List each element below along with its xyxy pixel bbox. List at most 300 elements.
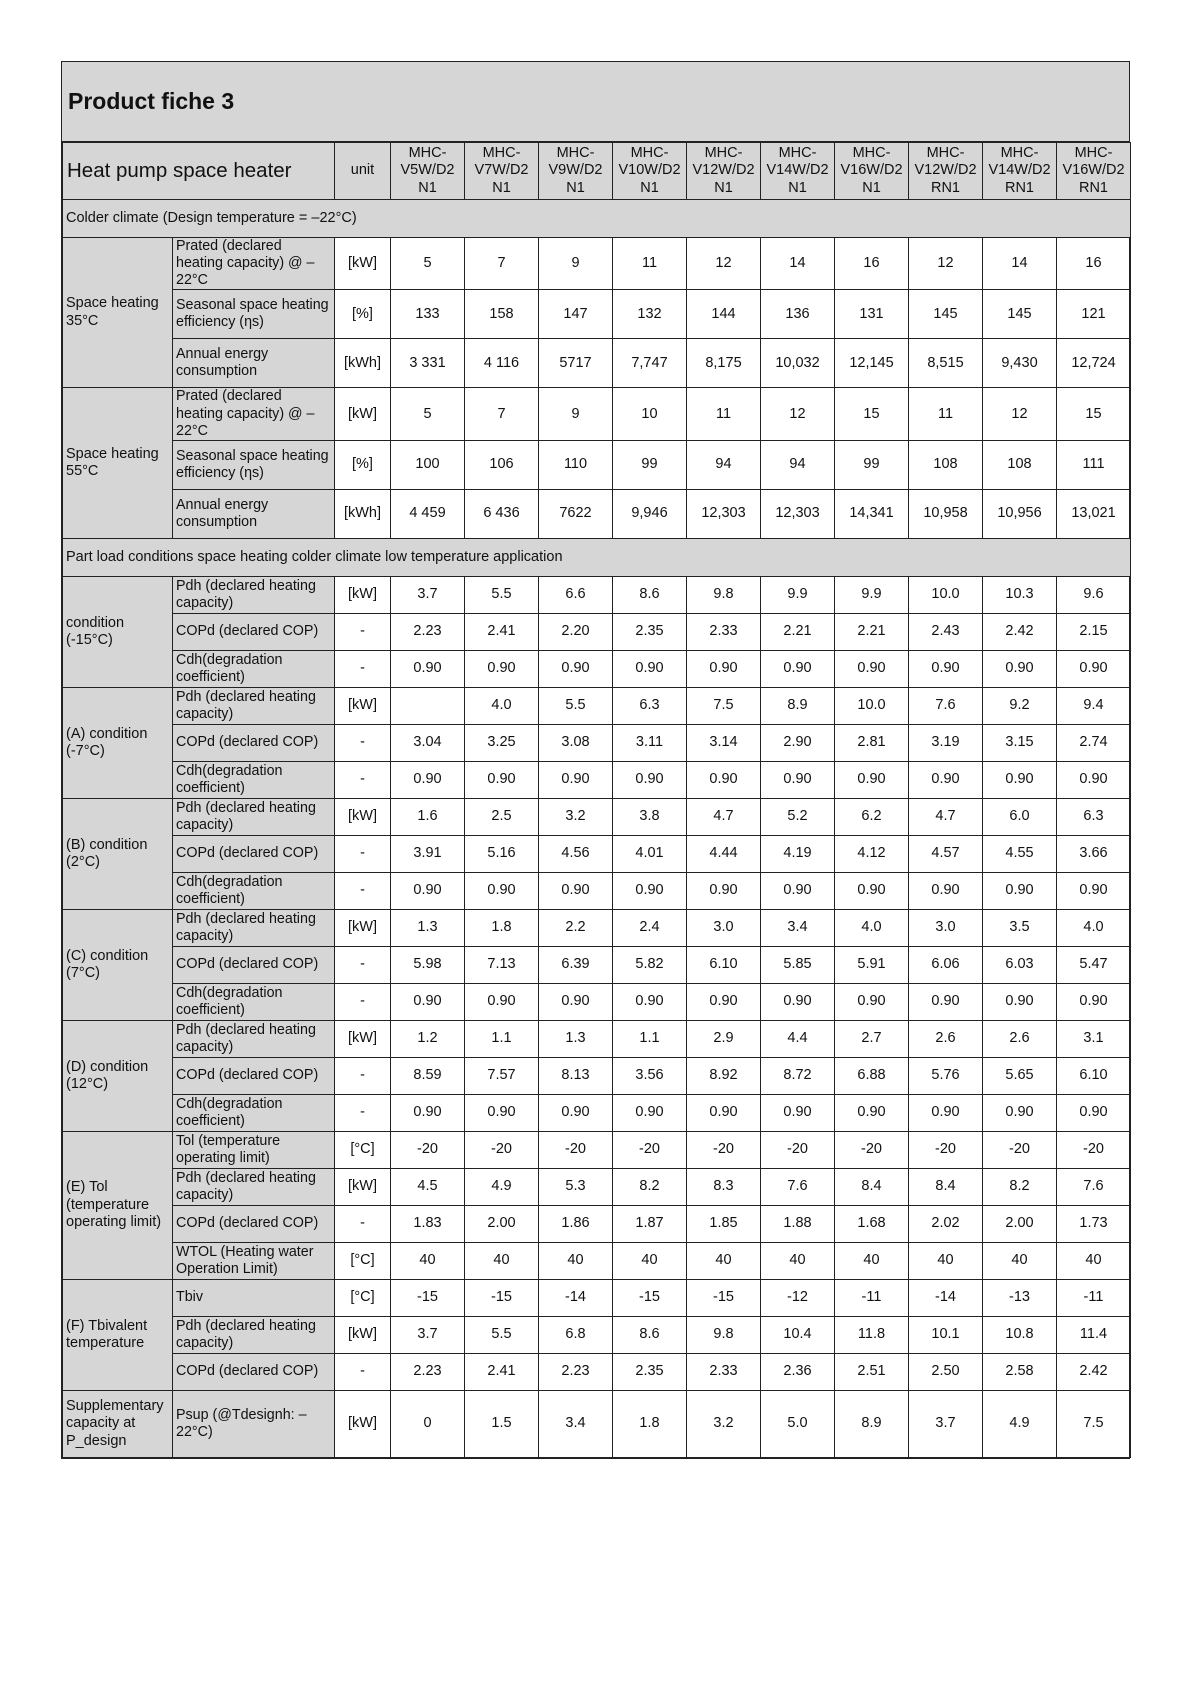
value-cell: 3.0 xyxy=(909,909,983,946)
value-cell: 6 436 xyxy=(465,489,539,538)
table-row xyxy=(63,798,1131,835)
value-cell: 7622 xyxy=(539,489,613,538)
parameter-label: Annual energy consumption xyxy=(173,339,335,388)
value-cell: 1.1 xyxy=(613,1020,687,1057)
table-row xyxy=(63,761,1131,798)
value-cell: 106 xyxy=(465,440,539,489)
unit-cell: - xyxy=(335,872,391,909)
value-cell: 0.90 xyxy=(909,1094,983,1131)
table-row xyxy=(63,946,1131,983)
unit-cell: [kW] xyxy=(335,576,391,613)
value-cell: 12,145 xyxy=(835,339,909,388)
value-cell: 6.0 xyxy=(983,798,1057,835)
value-cell: 9 xyxy=(539,388,613,440)
value-cell: 0.90 xyxy=(687,983,761,1020)
value-cell: 0.90 xyxy=(761,650,835,687)
table-row xyxy=(63,339,1131,388)
fiche-table-body xyxy=(63,143,1131,1458)
model-name-line: V16W/D2 xyxy=(1062,162,1125,179)
value-cell: 2.00 xyxy=(465,1205,539,1242)
value-cell: 2.74 xyxy=(1057,724,1131,761)
table-row xyxy=(63,1094,1131,1131)
model-column-header xyxy=(1057,143,1131,200)
section-row xyxy=(63,200,1131,238)
unit-cell: - xyxy=(335,835,391,872)
value-cell: 16 xyxy=(835,238,909,290)
value-cell: 2.42 xyxy=(983,613,1057,650)
unit-cell: [kW] xyxy=(335,909,391,946)
value-cell: 8.13 xyxy=(539,1057,613,1094)
table-row xyxy=(63,489,1131,538)
value-cell: -20 xyxy=(465,1131,539,1168)
value-cell: 4.44 xyxy=(687,835,761,872)
value-cell: 3.08 xyxy=(539,724,613,761)
value-cell: 3.7 xyxy=(391,1316,465,1353)
model-name-line: V9W/D2 xyxy=(548,162,603,179)
value-cell: 1.8 xyxy=(465,909,539,946)
table-row xyxy=(63,576,1131,613)
value-cell: 158 xyxy=(465,290,539,339)
page-title: Product fiche 3 xyxy=(62,62,1129,142)
value-cell: 40 xyxy=(983,1242,1057,1279)
unit-cell: [%] xyxy=(335,440,391,489)
model-column-header xyxy=(983,143,1057,200)
value-cell: 4.0 xyxy=(835,909,909,946)
value-cell: 12 xyxy=(761,388,835,440)
unit-cell: [°C] xyxy=(335,1131,391,1168)
value-cell: 4.55 xyxy=(983,835,1057,872)
value-cell: 40 xyxy=(835,1242,909,1279)
value-cell: 9,946 xyxy=(613,489,687,538)
parameter-label: Annual energy consumption xyxy=(173,489,335,538)
parameter-label: Seasonal space heating efficiency (ηs) xyxy=(173,290,335,339)
value-cell: 40 xyxy=(613,1242,687,1279)
model-name-line: MHC- xyxy=(1000,144,1039,161)
unit-cell: [kW] xyxy=(335,1390,391,1457)
value-cell: 0.90 xyxy=(983,872,1057,909)
unit-cell: - xyxy=(335,983,391,1020)
value-cell: 5.3 xyxy=(539,1168,613,1205)
value-cell: 1.6 xyxy=(391,798,465,835)
table-row xyxy=(63,1205,1131,1242)
table-row xyxy=(63,1353,1131,1390)
unit-cell: [kW] xyxy=(335,687,391,724)
value-cell: 8.6 xyxy=(613,576,687,613)
value-cell: 7 xyxy=(465,388,539,440)
value-cell: 5717 xyxy=(539,339,613,388)
value-cell: 14,341 xyxy=(835,489,909,538)
value-cell: 3.4 xyxy=(761,909,835,946)
unit-cell: - xyxy=(335,946,391,983)
value-cell: -11 xyxy=(835,1279,909,1316)
value-cell: 2.4 xyxy=(613,909,687,946)
model-name-line: N1 xyxy=(714,179,733,196)
value-cell: 0.90 xyxy=(1057,872,1131,909)
model-name-line: N1 xyxy=(862,179,881,196)
model-column-header xyxy=(613,143,687,200)
value-cell: 0.90 xyxy=(687,872,761,909)
value-cell: 136 xyxy=(761,290,835,339)
value-cell: 0.90 xyxy=(465,872,539,909)
value-cell: 5.98 xyxy=(391,946,465,983)
value-cell: 1.3 xyxy=(391,909,465,946)
value-cell: -11 xyxy=(1057,1279,1131,1316)
value-cell: 0.90 xyxy=(835,1094,909,1131)
value-cell: 8.2 xyxy=(983,1168,1057,1205)
parameter-label: Cdh(degradation coefficient) xyxy=(173,872,335,909)
value-cell: 6.3 xyxy=(613,687,687,724)
value-cell: 2.5 xyxy=(465,798,539,835)
value-cell: 3.11 xyxy=(613,724,687,761)
value-cell: 9.6 xyxy=(1057,576,1131,613)
value-cell: 8.92 xyxy=(687,1057,761,1094)
value-cell: 133 xyxy=(391,290,465,339)
value-cell: -20 xyxy=(391,1131,465,1168)
unit-cell: [kWh] xyxy=(335,339,391,388)
parameter-label: COPd (declared COP) xyxy=(173,1353,335,1390)
unit-cell: - xyxy=(335,1205,391,1242)
value-cell: 12,724 xyxy=(1057,339,1131,388)
value-cell: 2.90 xyxy=(761,724,835,761)
unit-cell: - xyxy=(335,613,391,650)
value-cell: 8.3 xyxy=(687,1168,761,1205)
value-cell: 3.4 xyxy=(539,1390,613,1457)
value-cell: 9.8 xyxy=(687,1316,761,1353)
model-name-line: N1 xyxy=(418,179,437,196)
table-row xyxy=(63,1316,1131,1353)
value-cell: 0.90 xyxy=(909,650,983,687)
table-row xyxy=(63,1242,1131,1279)
value-cell: 11.4 xyxy=(1057,1316,1131,1353)
model-name-line: V10W/D2 xyxy=(618,162,681,179)
parameter-label: Seasonal space heating efficiency (ηs) xyxy=(173,440,335,489)
value-cell: 12 xyxy=(687,238,761,290)
value-cell: 9,430 xyxy=(983,339,1057,388)
value-cell: 0.90 xyxy=(983,761,1057,798)
value-cell: 3.25 xyxy=(465,724,539,761)
value-cell: 3.56 xyxy=(613,1057,687,1094)
model-name-line: V14W/D2 xyxy=(766,162,829,179)
value-cell: 8.6 xyxy=(613,1316,687,1353)
value-cell: 6.88 xyxy=(835,1057,909,1094)
value-cell: -20 xyxy=(613,1131,687,1168)
value-cell: 1.5 xyxy=(465,1390,539,1457)
value-cell: -15 xyxy=(613,1279,687,1316)
value-cell: 9.9 xyxy=(835,576,909,613)
value-cell: 0.90 xyxy=(761,761,835,798)
value-cell: 0.90 xyxy=(391,872,465,909)
table-row xyxy=(63,238,1131,290)
model-column-header xyxy=(761,143,835,200)
model-name-line: MHC- xyxy=(482,144,521,161)
value-cell: 0.90 xyxy=(465,983,539,1020)
unit-cell: [kW] xyxy=(335,1020,391,1057)
unit-cell: [kW] xyxy=(335,1316,391,1353)
value-cell: 99 xyxy=(835,440,909,489)
parameter-label: COPd (declared COP) xyxy=(173,946,335,983)
unit-cell: - xyxy=(335,724,391,761)
value-cell: 10,958 xyxy=(909,489,983,538)
value-cell: 3.1 xyxy=(1057,1020,1131,1057)
value-cell: 11.8 xyxy=(835,1316,909,1353)
value-cell: 8.72 xyxy=(761,1057,835,1094)
value-cell: 121 xyxy=(1057,290,1131,339)
value-cell: 4.01 xyxy=(613,835,687,872)
value-cell: 108 xyxy=(909,440,983,489)
value-cell: 4.9 xyxy=(983,1390,1057,1457)
value-cell: 5.47 xyxy=(1057,946,1131,983)
value-cell: 4.57 xyxy=(909,835,983,872)
value-cell: 7.6 xyxy=(909,687,983,724)
parameter-label: Pdh (declared heating capacity) xyxy=(173,576,335,613)
value-cell: 10,032 xyxy=(761,339,835,388)
group-label: (F) Tbivalent temperature xyxy=(63,1279,173,1390)
model-name-line: MHC- xyxy=(1074,144,1113,161)
model-name-line: V7W/D2 xyxy=(474,162,529,179)
value-cell: 147 xyxy=(539,290,613,339)
value-cell: 10.8 xyxy=(983,1316,1057,1353)
value-cell: 2.35 xyxy=(613,1353,687,1390)
value-cell: 0.90 xyxy=(835,983,909,1020)
value-cell: 0.90 xyxy=(1057,1094,1131,1131)
table-row xyxy=(63,835,1131,872)
group-label: Space heating 35°C xyxy=(63,238,173,388)
value-cell: 4.7 xyxy=(909,798,983,835)
header-row xyxy=(63,143,1131,200)
value-cell: 3.2 xyxy=(687,1390,761,1457)
value-cell: 7.13 xyxy=(465,946,539,983)
value-cell: 1.88 xyxy=(761,1205,835,1242)
unit-cell: [°C] xyxy=(335,1279,391,1316)
parameter-label: Cdh(degradation coefficient) xyxy=(173,983,335,1020)
value-cell: 6.03 xyxy=(983,946,1057,983)
value-cell: 0.90 xyxy=(539,983,613,1020)
model-name-line: V12W/D2 xyxy=(692,162,755,179)
value-cell: 5.82 xyxy=(613,946,687,983)
table-row xyxy=(63,1131,1131,1168)
value-cell: 3.14 xyxy=(687,724,761,761)
value-cell: 4.5 xyxy=(391,1168,465,1205)
value-cell: 40 xyxy=(761,1242,835,1279)
table-row xyxy=(63,983,1131,1020)
value-cell: -14 xyxy=(539,1279,613,1316)
value-cell: 0.90 xyxy=(761,872,835,909)
value-cell: 1.68 xyxy=(835,1205,909,1242)
value-cell: 0.90 xyxy=(983,650,1057,687)
value-cell: 11 xyxy=(909,388,983,440)
value-cell: 15 xyxy=(1057,388,1131,440)
value-cell: 9.9 xyxy=(761,576,835,613)
value-cell: 2.6 xyxy=(983,1020,1057,1057)
value-cell: 0.90 xyxy=(539,650,613,687)
value-cell: -20 xyxy=(539,1131,613,1168)
table-row xyxy=(63,1390,1131,1457)
group-label: Space heating 55°C xyxy=(63,388,173,538)
value-cell: 0.90 xyxy=(465,1094,539,1131)
value-cell: 3 331 xyxy=(391,339,465,388)
value-cell: 2.20 xyxy=(539,613,613,650)
value-cell: 15 xyxy=(835,388,909,440)
value-cell: 2.50 xyxy=(909,1353,983,1390)
value-cell: 40 xyxy=(539,1242,613,1279)
parameter-label: Pdh (declared heating capacity) xyxy=(173,687,335,724)
value-cell: 40 xyxy=(1057,1242,1131,1279)
value-cell: 5 xyxy=(391,388,465,440)
parameter-label: COPd (declared COP) xyxy=(173,724,335,761)
model-column-header xyxy=(391,143,465,200)
value-cell: 40 xyxy=(687,1242,761,1279)
unit-cell: [kW] xyxy=(335,1168,391,1205)
model-name-line: MHC- xyxy=(926,144,965,161)
value-cell: 2.42 xyxy=(1057,1353,1131,1390)
value-cell: 11 xyxy=(687,388,761,440)
value-cell: 1.85 xyxy=(687,1205,761,1242)
value-cell: 0.90 xyxy=(687,1094,761,1131)
value-cell: 2.23 xyxy=(539,1353,613,1390)
value-cell: 9 xyxy=(539,238,613,290)
value-cell: 0.90 xyxy=(613,650,687,687)
value-cell: 4.4 xyxy=(761,1020,835,1057)
parameter-label: COPd (declared COP) xyxy=(173,1057,335,1094)
model-name-line: MHC- xyxy=(704,144,743,161)
value-cell: -15 xyxy=(687,1279,761,1316)
value-cell: 2.15 xyxy=(1057,613,1131,650)
table-row xyxy=(63,724,1131,761)
value-cell: -20 xyxy=(687,1131,761,1168)
product-fiche-sheet xyxy=(61,61,1130,1459)
value-cell: 2.41 xyxy=(465,613,539,650)
value-cell: 5.5 xyxy=(539,687,613,724)
value-cell: 10,956 xyxy=(983,489,1057,538)
value-cell: 1.2 xyxy=(391,1020,465,1057)
value-cell: 6.10 xyxy=(687,946,761,983)
model-column-header xyxy=(687,143,761,200)
table-row xyxy=(63,687,1131,724)
value-cell: -20 xyxy=(835,1131,909,1168)
value-cell: 1.86 xyxy=(539,1205,613,1242)
value-cell xyxy=(391,687,465,724)
unit-cell: [kW] xyxy=(335,798,391,835)
value-cell: 8.4 xyxy=(835,1168,909,1205)
value-cell: 5.5 xyxy=(465,576,539,613)
unit-cell: - xyxy=(335,1353,391,1390)
value-cell: 4.56 xyxy=(539,835,613,872)
value-cell: 144 xyxy=(687,290,761,339)
model-name-line: RN1 xyxy=(1004,179,1034,196)
parameter-label: Pdh (declared heating capacity) xyxy=(173,1020,335,1057)
model-name-line: N1 xyxy=(492,179,511,196)
value-cell: 2.51 xyxy=(835,1353,909,1390)
value-cell: -12 xyxy=(761,1279,835,1316)
value-cell: 4.0 xyxy=(1057,909,1131,946)
value-cell: 4 116 xyxy=(465,339,539,388)
value-cell: 0.90 xyxy=(909,761,983,798)
value-cell: -15 xyxy=(465,1279,539,1316)
value-cell: 7,747 xyxy=(613,339,687,388)
value-cell: 9.8 xyxy=(687,576,761,613)
value-cell: 16 xyxy=(1057,238,1131,290)
value-cell: 10.4 xyxy=(761,1316,835,1353)
value-cell: 0.90 xyxy=(539,872,613,909)
value-cell: 0.90 xyxy=(687,761,761,798)
value-cell: 7.57 xyxy=(465,1057,539,1094)
table-row xyxy=(63,650,1131,687)
value-cell: 5.65 xyxy=(983,1057,1057,1094)
value-cell: 5.2 xyxy=(761,798,835,835)
value-cell: 8.9 xyxy=(835,1390,909,1457)
table-row xyxy=(63,1057,1131,1094)
value-cell: 6.10 xyxy=(1057,1057,1131,1094)
group-label: Supplementary capacity at P_design xyxy=(63,1390,173,1457)
value-cell: 0.90 xyxy=(909,983,983,1020)
value-cell: 2.7 xyxy=(835,1020,909,1057)
model-name-line: V5W/D2 xyxy=(400,162,455,179)
value-cell: 8.4 xyxy=(909,1168,983,1205)
model-name-line: N1 xyxy=(566,179,585,196)
parameter-label: Pdh (declared heating capacity) xyxy=(173,1316,335,1353)
value-cell: 2.43 xyxy=(909,613,983,650)
fiche-table xyxy=(62,142,1131,1458)
value-cell: 0 xyxy=(391,1390,465,1457)
value-cell: 145 xyxy=(983,290,1057,339)
value-cell: 4.19 xyxy=(761,835,835,872)
value-cell: 0.90 xyxy=(1057,983,1131,1020)
table-row xyxy=(63,613,1131,650)
value-cell: 0.90 xyxy=(391,1094,465,1131)
value-cell: 3.7 xyxy=(909,1390,983,1457)
value-cell: 145 xyxy=(909,290,983,339)
value-cell: 40 xyxy=(391,1242,465,1279)
value-cell: 4.12 xyxy=(835,835,909,872)
value-cell: 1.73 xyxy=(1057,1205,1131,1242)
value-cell: 0.90 xyxy=(465,761,539,798)
value-cell: 0.90 xyxy=(613,761,687,798)
value-cell: -20 xyxy=(983,1131,1057,1168)
model-name-line: RN1 xyxy=(930,179,960,196)
parameter-label: Psup (@Tdesignh: –22°C) xyxy=(173,1390,335,1457)
group-label: (E) Tol (temperature operating limit) xyxy=(63,1131,173,1279)
table-row xyxy=(63,290,1131,339)
value-cell: 8,175 xyxy=(687,339,761,388)
value-cell: 2.00 xyxy=(983,1205,1057,1242)
value-cell: 2.9 xyxy=(687,1020,761,1057)
table-row xyxy=(63,1168,1131,1205)
value-cell: 0.90 xyxy=(687,650,761,687)
group-label: (D) condition (12°C) xyxy=(63,1020,173,1131)
unit-cell: [%] xyxy=(335,290,391,339)
value-cell: 0.90 xyxy=(613,872,687,909)
value-cell: 100 xyxy=(391,440,465,489)
value-cell: 6.6 xyxy=(539,576,613,613)
model-name-line: RN1 xyxy=(1078,179,1108,196)
value-cell: 2.33 xyxy=(687,613,761,650)
value-cell: 0.90 xyxy=(613,983,687,1020)
value-cell: 0.90 xyxy=(983,983,1057,1020)
value-cell: 10.1 xyxy=(909,1316,983,1353)
section-heading: Colder climate (Design temperature = –22°C) xyxy=(63,200,1131,238)
value-cell: 0.90 xyxy=(465,650,539,687)
parameter-label: Cdh(degradation coefficient) xyxy=(173,761,335,798)
value-cell: 2.41 xyxy=(465,1353,539,1390)
value-cell: 0.90 xyxy=(983,1094,1057,1131)
model-column-header xyxy=(835,143,909,200)
value-cell: 12 xyxy=(983,388,1057,440)
parameter-label: Pdh (declared heating capacity) xyxy=(173,798,335,835)
group-label: condition (-15°C) xyxy=(63,576,173,687)
value-cell: 4.7 xyxy=(687,798,761,835)
value-cell: 7.6 xyxy=(761,1168,835,1205)
value-cell: 99 xyxy=(613,440,687,489)
